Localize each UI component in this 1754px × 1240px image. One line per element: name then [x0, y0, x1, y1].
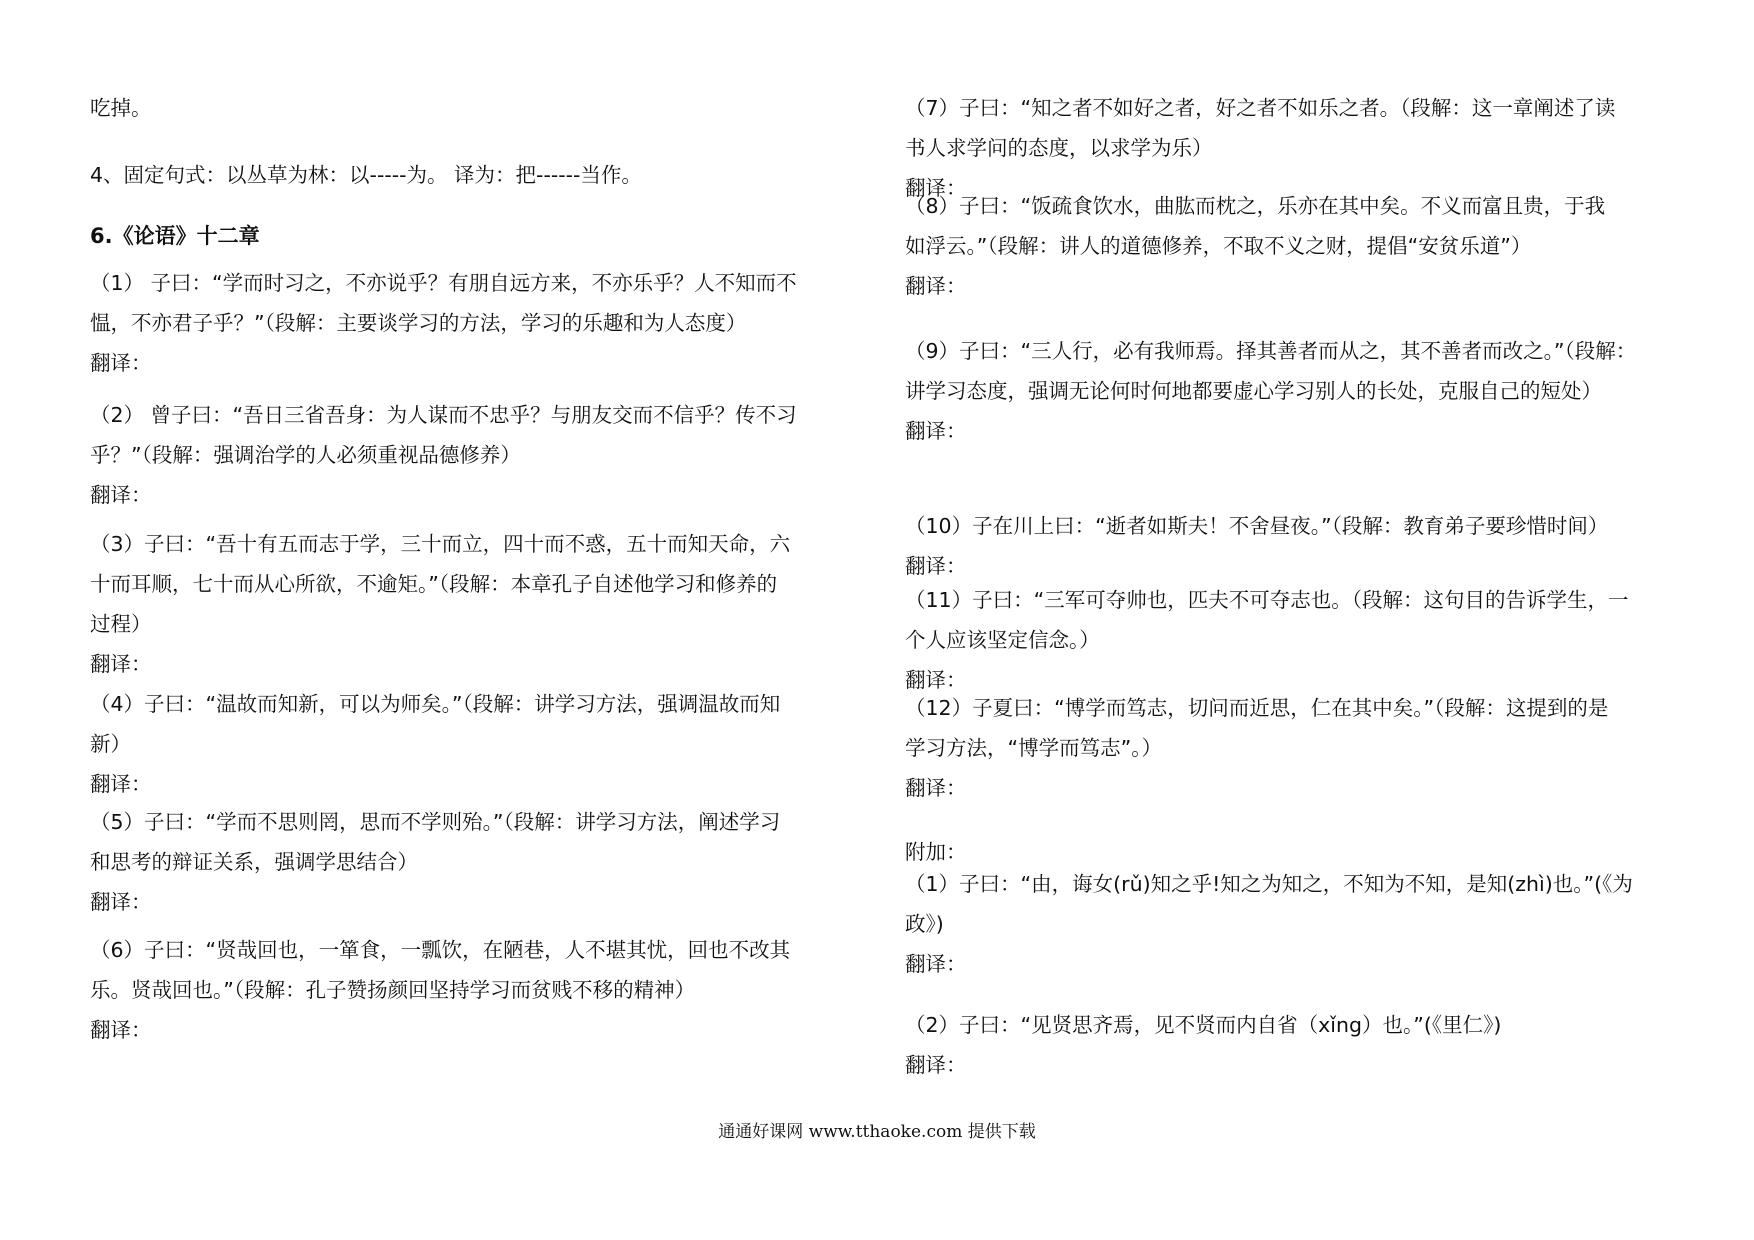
fixed-pattern-item: 4、固定句式：以丛草为林：以-----为。 译为：把------当作。 — [90, 163, 642, 187]
chapter-line: 个人应该坚定信念。） — [905, 628, 1100, 652]
chapter-12 — [905, 688, 1690, 808]
translate-label: 翻译： — [90, 483, 152, 507]
chapter-5 — [90, 802, 870, 922]
chapter-line: 和思考的辩证关系，强调学思结合） — [90, 850, 418, 874]
chapter-line: （7）子曰：“知之者不如好之者，好之者不如乐之者。（段解：这一章阐述了读 — [905, 96, 1616, 120]
chapter-3 — [90, 524, 870, 684]
translate-label: 翻译： — [90, 1018, 152, 1042]
chapter-line: （8）子曰：“饭疏食饮水，曲肱而枕之，乐亦在其中矣。不义而富且贵，于我 — [905, 194, 1606, 218]
previous-text-end: 吃掉。 — [90, 96, 152, 120]
chapter-line: 愠，不亦君子乎？”（段解：主要谈学习的方法，学习的乐趣和为人态度） — [90, 311, 747, 335]
appendix-1 — [905, 864, 1690, 984]
chapter-line: （2）子曰：“见贤思齐焉，见不贤而内自省（xǐng）也。”(《里仁》) — [905, 1013, 1502, 1037]
translate-label: 翻译： — [905, 952, 967, 976]
translate-label: 翻译： — [905, 668, 967, 692]
chapter-line: （3）子曰：“吾十有五而志于学，三十而立，四十而不惑，五十而知天命，六 — [90, 532, 791, 556]
chapter-line: 乐。贤哉回也。”（段解：孔子赞扬颜回坚持学习而贫贱不移的精神） — [90, 978, 696, 1002]
chapter-line: 十而耳顺，七十而从心所欲，不逾矩。”（段解：本章孔子自述他学习和修养的 — [90, 572, 778, 596]
chapter-line: （2） 曾子曰：“吾日三省吾身：为人谋而不忠乎？与朋友交而不信乎？传不习 — [90, 403, 797, 427]
chapter-line: 书人求学问的态度，以求学为乐） — [905, 136, 1213, 160]
chapter-line: （4）子曰：“温故而知新，可以为师矣。”（段解：讲学习方法，强调温故而知 — [90, 692, 781, 716]
chapter-4 — [90, 684, 870, 804]
translate-label: 翻译： — [905, 419, 967, 443]
chapter-line: 乎？”（段解：强调治学的人必须重视品德修养） — [90, 443, 521, 467]
chapter-8 — [905, 186, 1690, 306]
translate-label: 翻译： — [90, 890, 152, 914]
chapter-2 — [90, 395, 870, 515]
page-footer: 通通好课网 www.tthaoke.com 提供下载 — [718, 1122, 1036, 1142]
chapter-line: （1）子曰：“由，诲女(rǔ)知之乎!知之为知之，不知为不知，是知(zhì)也。”(《为 — [905, 872, 1633, 896]
translate-label: 翻译： — [905, 554, 967, 578]
chapter-9 — [905, 331, 1690, 451]
chapter-line: （9）子曰：“三人行，必有我师焉。择其善者而从之，其不善者而改之。”（段解： — [905, 339, 1637, 363]
chapter-line: 讲学习态度，强调无论何时何地都要虚心学习别人的长处，克服自己的短处） — [905, 379, 1602, 403]
chapter-line: （1） 子曰：“学而时习之，不亦说乎？有朋自远方来，不亦乐乎？人不知而不 — [90, 271, 797, 295]
chapter-11 — [905, 580, 1690, 700]
chapter-line: （12）子夏曰：“博学而笃志，切问而近思，仁在其中矣。”（段解：这提到的是 — [905, 696, 1609, 720]
chapter-line: 过程） — [90, 612, 152, 636]
chapter-line: 政》) — [905, 912, 944, 936]
appendix-2 — [905, 1005, 1690, 1085]
chapter-line: 新） — [90, 732, 131, 756]
translate-label: 翻译： — [90, 351, 152, 375]
translate-label: 翻译： — [90, 772, 152, 796]
chapter-line: （5）子曰：“学而不思则罔，思而不学则殆。”（段解：讲学习方法，阐述学习 — [90, 810, 781, 834]
section-title: 6.《论语》十二章 — [90, 224, 260, 248]
translate-label: 翻译： — [90, 652, 152, 676]
chapter-line: （11）子曰：“三军可夺帅也，匹夫不可夺志也。（段解：这句目的告诉学生，一 — [905, 588, 1629, 612]
translate-label: 翻译： — [905, 176, 967, 200]
chapter-1 — [90, 263, 870, 383]
translate-label: 翻译： — [905, 274, 967, 298]
chapter-6 — [90, 930, 870, 1050]
appendix-title: 附加： — [905, 840, 967, 864]
chapter-line: 如浮云。”（段解：讲人的道德修养，不取不义之财，提倡“安贫乐道”） — [905, 234, 1532, 258]
translate-label: 翻译： — [905, 776, 967, 800]
chapter-10 — [905, 506, 1690, 586]
chapter-line: （10）子在川上曰：“逝者如斯夫！不舍昼夜。”（段解：教育弟子要珍惜时间） — [905, 514, 1609, 538]
chapter-line: （6）子曰：“贤哉回也，一箪食，一瓢饮，在陋巷，人不堪其忧，回也不改其 — [90, 938, 791, 962]
chapter-line: 学习方法，“博学而笃志”。） — [905, 736, 1162, 760]
translate-label: 翻译： — [905, 1053, 967, 1077]
